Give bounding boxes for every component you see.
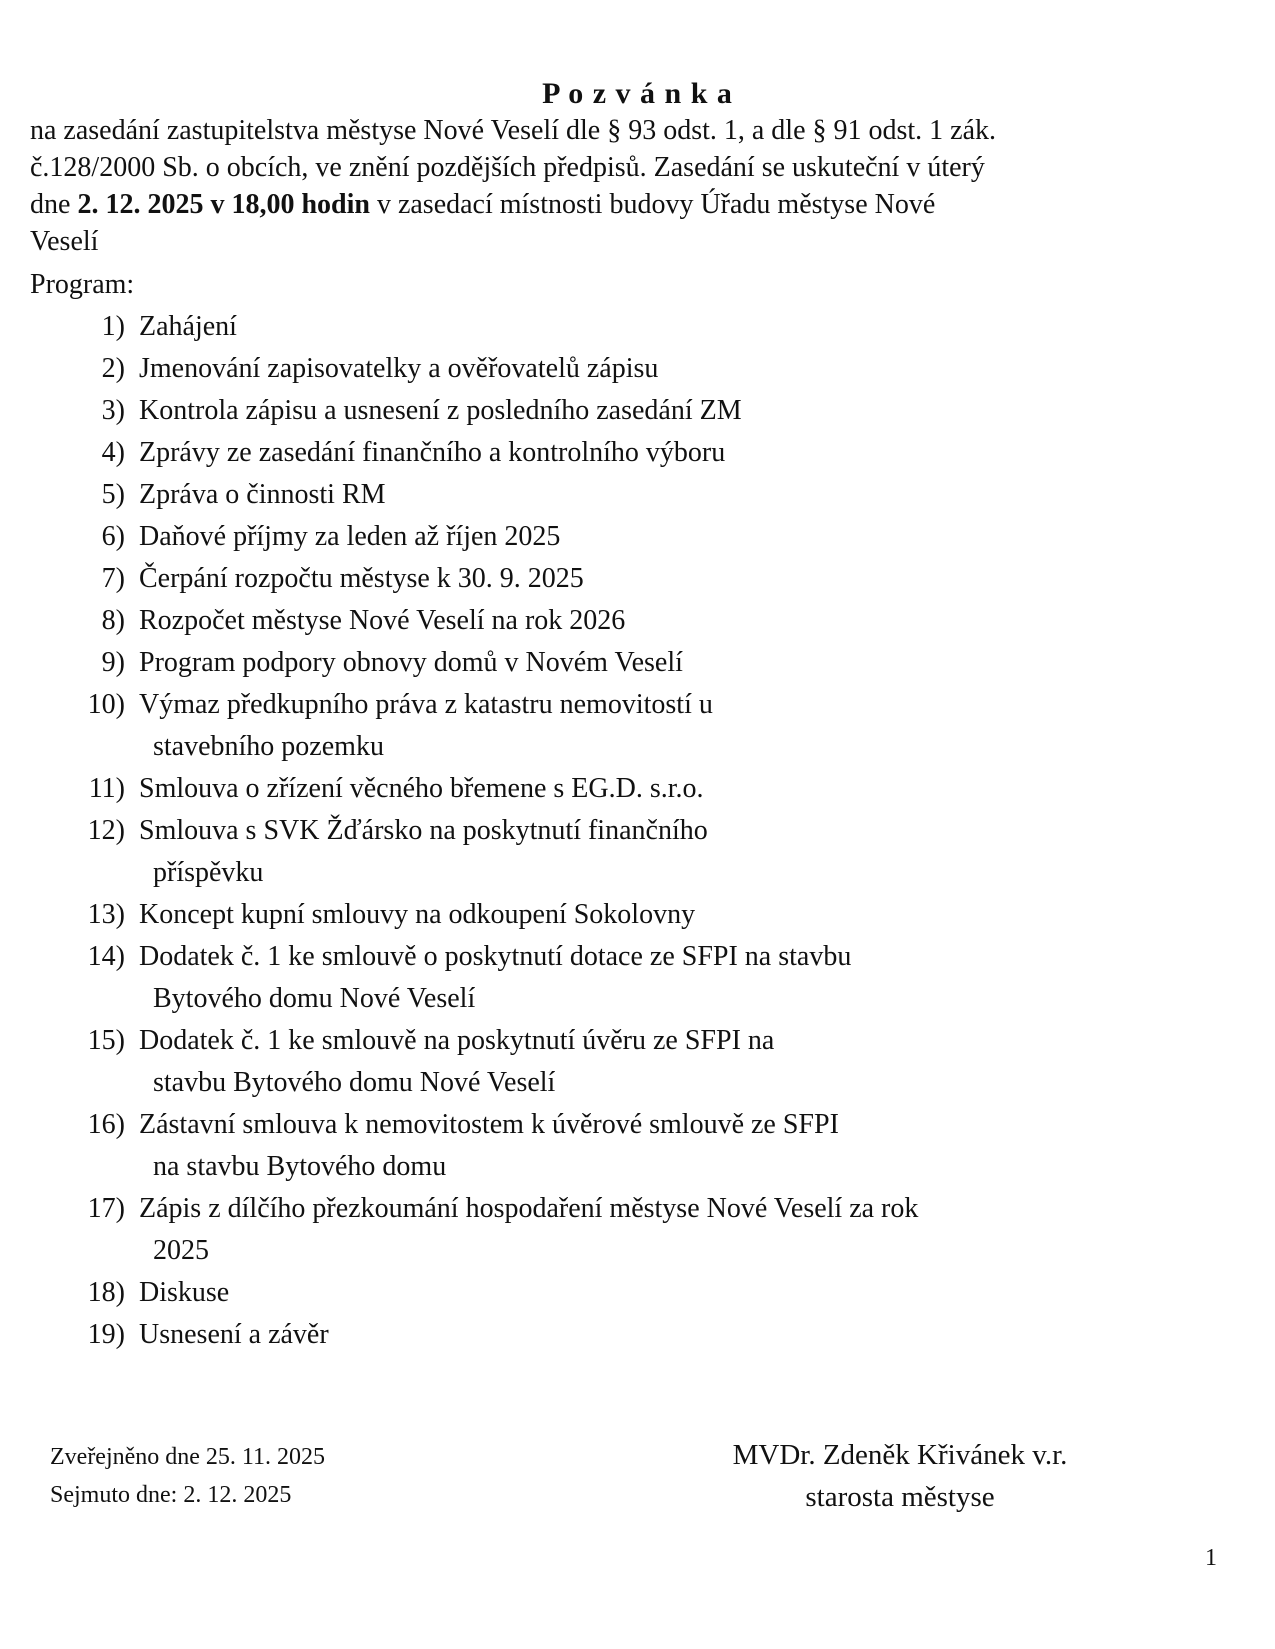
program-item bbox=[0, 306, 1255, 348]
program-item-number: 13) bbox=[87, 899, 125, 930]
program-item-line: Dodatek č. 1 ke smlouvě o poskytnutí dotace ze SFPI na stavbu bbox=[139, 941, 852, 972]
program-item-line-continued: 2025 bbox=[153, 1235, 209, 1266]
program-item-line: Diskuse bbox=[139, 1277, 230, 1308]
program-item-text bbox=[139, 684, 713, 768]
published-date: Zveřejněno dne 25. 11. 2025 bbox=[50, 1444, 326, 1470]
program-item-line: Program podpory obnovy domů v Novém Veselí bbox=[139, 647, 683, 678]
program-item bbox=[0, 1188, 1255, 1272]
intro-line-2: č.128/2000 Sb. o obcích, ve znění pozdějších předpisů. Zasedání se uskuteční v úterý bbox=[30, 152, 985, 183]
program-item-number: 19) bbox=[87, 1319, 125, 1350]
intro-line-1: na zasedání zastupitelstva městyse Nové Veselí dle § 93 odst. 1, a dle § 91 odst. 1 zák. bbox=[30, 115, 997, 146]
program-item-text bbox=[139, 1104, 839, 1188]
program-item-line: Rozpočet městyse Nové Veselí na rok 2026 bbox=[139, 605, 626, 636]
program-item-text bbox=[139, 558, 584, 600]
program-item bbox=[0, 1272, 1255, 1314]
intro-paragraph bbox=[30, 112, 1245, 303]
program-item-line-continued: Bytového domu Nové Veselí bbox=[153, 983, 476, 1014]
program-item bbox=[0, 348, 1255, 390]
program-item-line: Smlouva s SVK Žďársko na poskytnutí finančního bbox=[139, 815, 708, 846]
program-item bbox=[0, 558, 1255, 600]
program-item bbox=[0, 894, 1255, 936]
program-item-text bbox=[139, 810, 708, 894]
program-item-line: Daňové příjmy za leden až říjen 2025 bbox=[139, 521, 561, 552]
program-item-line: Zástavní smlouva k nemovitostem k úvěrové smlouvě ze SFPI bbox=[139, 1109, 839, 1140]
program-item bbox=[0, 684, 1255, 768]
program-item-line: Usnesení a závěr bbox=[139, 1319, 329, 1350]
program-item-line: Zápis z dílčího přezkoumání hospodaření městyse Nové Veselí za rok bbox=[139, 1193, 919, 1224]
program-item bbox=[0, 474, 1255, 516]
program-item-number: 10) bbox=[87, 689, 125, 720]
program-item-line: Zahájení bbox=[139, 311, 237, 342]
program-item-number: 4) bbox=[101, 437, 125, 468]
program-item-text bbox=[139, 642, 683, 684]
program-item-text bbox=[139, 1188, 918, 1272]
publication-dates bbox=[50, 1438, 325, 1514]
program-item-text bbox=[139, 894, 695, 936]
program-item-line: Kontrola zápisu a usnesení z posledního zasedání ZM bbox=[139, 395, 742, 426]
program-item-text bbox=[139, 1272, 229, 1314]
program-item-number: 11) bbox=[88, 773, 125, 804]
program-label: Program: bbox=[30, 269, 135, 300]
program-item bbox=[0, 936, 1255, 1020]
program-item-number: 2) bbox=[101, 353, 125, 384]
program-item-line-continued: příspěvku bbox=[153, 857, 264, 888]
program-item-text bbox=[139, 516, 560, 558]
program-item bbox=[0, 390, 1255, 432]
program-item-number: 15) bbox=[87, 1025, 125, 1056]
signature-block bbox=[640, 1434, 1160, 1518]
program-item-line: Dodatek č. 1 ke smlouvě na poskytnutí úvěru ze SFPI na bbox=[139, 1025, 775, 1056]
program-item-text bbox=[139, 474, 386, 516]
program-item-line-continued: stavbu Bytového domu Nové Veselí bbox=[153, 1067, 556, 1098]
program-item-number: 18) bbox=[87, 1277, 125, 1308]
program-item-text bbox=[139, 348, 658, 390]
program-item-number: 6) bbox=[101, 521, 125, 552]
program-item-number: 16) bbox=[87, 1109, 125, 1140]
program-item bbox=[0, 1314, 1255, 1356]
program-item-line: Koncept kupní smlouvy na odkoupení Sokolovny bbox=[139, 899, 696, 930]
program-item bbox=[0, 600, 1255, 642]
program-item-text bbox=[139, 306, 237, 348]
intro-line-3-post: v zasedací místnosti budovy Úřadu městyse Nové bbox=[369, 189, 936, 220]
program-item-number: 8) bbox=[101, 605, 125, 636]
program-item bbox=[0, 642, 1255, 684]
program-item-number: 7) bbox=[101, 563, 125, 594]
program-item-line: Jmenování zapisovatelky a ověřovatelů zápisu bbox=[139, 353, 659, 384]
program-item bbox=[0, 432, 1255, 474]
taken-down-date: Sejmuto dne: 2. 12. 2025 bbox=[50, 1482, 292, 1508]
program-item-text bbox=[139, 1020, 774, 1104]
program-item bbox=[0, 1104, 1255, 1188]
program-item-number: 12) bbox=[87, 815, 125, 846]
program-item-text bbox=[139, 432, 725, 474]
intro-line-3 bbox=[30, 186, 1245, 223]
meeting-datetime: 2. 12. 2025 v 18,00 hodin bbox=[77, 189, 370, 220]
program-item bbox=[0, 810, 1255, 894]
signature-role: starosta městyse bbox=[805, 1481, 995, 1513]
program-item-line: Výmaz předkupního práva z katastru nemovitostí u bbox=[139, 689, 713, 720]
program-item-line: Zpráva o činnosti RM bbox=[139, 479, 386, 510]
program-item-text bbox=[139, 936, 851, 1020]
program-item-text bbox=[139, 1314, 329, 1356]
signature-name: MVDr. Zdeněk Křivánek v.r. bbox=[732, 1439, 1068, 1471]
program-item bbox=[0, 516, 1255, 558]
page-number: 1 bbox=[1205, 1545, 1217, 1571]
program-item-text bbox=[139, 600, 625, 642]
program-item bbox=[0, 768, 1255, 810]
intro-line-3-pre: dne bbox=[30, 189, 78, 220]
program-item-number: 5) bbox=[101, 479, 125, 510]
program-item-line: Zprávy ze zasedání finančního a kontrolního výboru bbox=[139, 437, 726, 468]
program-item-number: 14) bbox=[87, 941, 125, 972]
program-item-text bbox=[139, 768, 704, 810]
program-list bbox=[0, 306, 1255, 1356]
program-item-line: Smlouva o zřízení věcného břemene s EG.D. s.r.o. bbox=[139, 773, 704, 804]
page-title: P o z v á n k a bbox=[542, 77, 733, 110]
program-item-number: 17) bbox=[87, 1193, 125, 1224]
program-item-number: 1) bbox=[101, 311, 125, 342]
program-item bbox=[0, 1020, 1255, 1104]
program-item-number: 9) bbox=[101, 647, 125, 678]
program-item-line-continued: stavebního pozemku bbox=[153, 731, 384, 762]
program-item-number: 3) bbox=[101, 395, 125, 426]
program-item-line-continued: na stavbu Bytového domu bbox=[153, 1151, 447, 1182]
intro-line-4: Veselí bbox=[30, 226, 99, 257]
program-item-line: Čerpání rozpočtu městyse k 30. 9. 2025 bbox=[139, 563, 584, 594]
program-item-text bbox=[139, 390, 742, 432]
